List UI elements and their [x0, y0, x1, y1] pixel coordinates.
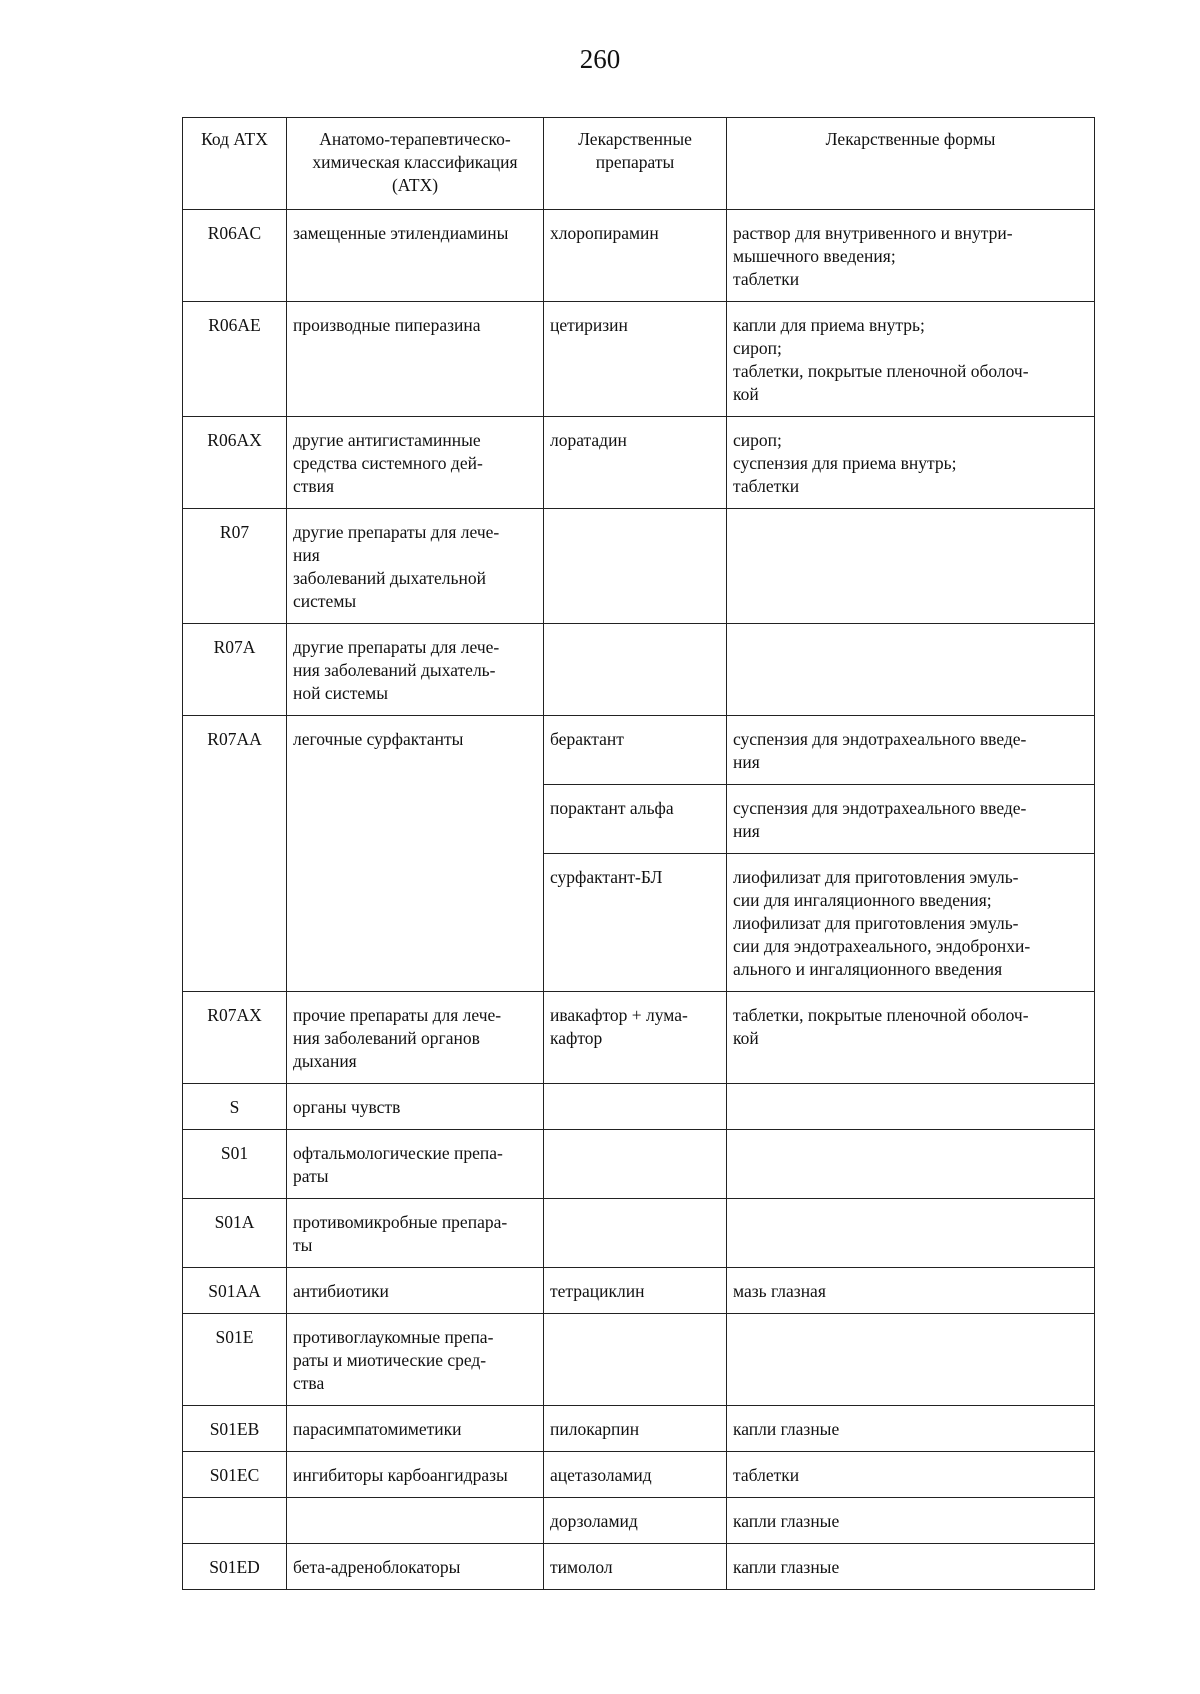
drug-name: тетрациклин	[544, 1268, 727, 1314]
classification: противомикробные препара- ты	[287, 1199, 544, 1268]
classification: антибиотики	[287, 1268, 544, 1314]
dosage-forms: таблетки	[727, 1452, 1095, 1498]
classification	[287, 1498, 544, 1544]
header-code: Код АТХ	[183, 118, 287, 210]
table-row	[183, 1314, 1095, 1406]
drug-name: дорзоламид	[544, 1498, 727, 1544]
table-row	[183, 302, 1095, 417]
dosage-forms: мазь глазная	[727, 1268, 1095, 1314]
atc-code: R07AX	[183, 992, 287, 1084]
header-classification: Анатомо-терапевтическо- химическая классификация (АТХ)	[287, 118, 544, 210]
dosage-forms	[727, 1130, 1095, 1199]
classification: парасимпатомиметики	[287, 1406, 544, 1452]
dosage-forms	[727, 1314, 1095, 1406]
table-row	[183, 1406, 1095, 1452]
drug-name: порактант альфа	[544, 785, 727, 854]
atc-code: R07A	[183, 624, 287, 716]
atc-code: S01EC	[183, 1452, 287, 1498]
dosage-forms: капли глазные	[727, 1544, 1095, 1590]
drug-name: пилокарпин	[544, 1406, 727, 1452]
dosage-forms: лиофилизат для приготовления эмуль- сии для ингаляционного введения; лиофилизат для приготовления эмуль- сии для эндотрахеального, эндобронхи- ального и ингаляционного введения	[727, 854, 1095, 992]
atc-code: S01AA	[183, 1268, 287, 1314]
atc-code: S01	[183, 1130, 287, 1199]
drug-name	[544, 1199, 727, 1268]
drug-name: лоратадин	[544, 417, 727, 509]
atc-code: S01EB	[183, 1406, 287, 1452]
table-row	[183, 624, 1095, 716]
header-forms: Лекарственные формы	[727, 118, 1095, 210]
atc-code	[183, 1498, 287, 1544]
dosage-forms: капли для приема внутрь; сироп; таблетки, покрытые пленочной оболоч- кой	[727, 302, 1095, 417]
atc-code: S01E	[183, 1314, 287, 1406]
atc-code: S	[183, 1084, 287, 1130]
drug-name: хлоропирамин	[544, 210, 727, 302]
classification: замещенные этилендиамины	[287, 210, 544, 302]
dosage-forms: сироп; суспензия для приема внутрь; таблетки	[727, 417, 1095, 509]
header-drugs: Лекарственные препараты	[544, 118, 727, 210]
table-row	[183, 1452, 1095, 1498]
dosage-forms	[727, 509, 1095, 624]
atc-code: R06AE	[183, 302, 287, 417]
table-row	[183, 1498, 1095, 1544]
table-header-row	[183, 118, 1095, 210]
atc-code: R06AC	[183, 210, 287, 302]
atc-code: S01ED	[183, 1544, 287, 1590]
table-row	[183, 992, 1095, 1084]
dosage-forms	[727, 624, 1095, 716]
table-row	[183, 716, 1095, 785]
drug-name: тимолол	[544, 1544, 727, 1590]
dosage-forms	[727, 1084, 1095, 1130]
drug-name: ацетазоламид	[544, 1452, 727, 1498]
dosage-forms	[727, 1199, 1095, 1268]
dosage-forms: суспензия для эндотрахеального введе- ния	[727, 785, 1095, 854]
classification: легочные сурфактанты	[287, 716, 544, 992]
drug-name: сурфактант-БЛ	[544, 854, 727, 992]
classification: другие препараты для лече- ния заболеваний дыхатель- ной системы	[287, 624, 544, 716]
drug-name: цетиризин	[544, 302, 727, 417]
classification: другие антигистаминные средства системного дей- ствия	[287, 417, 544, 509]
atc-code: R07	[183, 509, 287, 624]
atc-code: R06AX	[183, 417, 287, 509]
dosage-forms: раствор для внутривенного и внутри- мышечного введения; таблетки	[727, 210, 1095, 302]
classification: бета-адреноблокаторы	[287, 1544, 544, 1590]
drug-name	[544, 1084, 727, 1130]
classification: производные пиперазина	[287, 302, 544, 417]
table-row	[183, 1084, 1095, 1130]
table-row	[183, 1544, 1095, 1590]
drug-name	[544, 624, 727, 716]
table-row	[183, 210, 1095, 302]
table-row	[183, 1268, 1095, 1314]
atc-drug-table	[182, 117, 1095, 1590]
drug-name	[544, 1314, 727, 1406]
drug-name	[544, 509, 727, 624]
table-row	[183, 417, 1095, 509]
classification: прочие препараты для лече- ния заболеваний органов дыхания	[287, 992, 544, 1084]
table-row	[183, 509, 1095, 624]
page-number: 260	[579, 44, 621, 74]
classification: ингибиторы карбоангидразы	[287, 1452, 544, 1498]
table-row	[183, 1130, 1095, 1199]
classification: офтальмологические препа- раты	[287, 1130, 544, 1199]
classification: органы чувств	[287, 1084, 544, 1130]
atc-code: R07AA	[183, 716, 287, 992]
atc-code: S01A	[183, 1199, 287, 1268]
dosage-forms: капли глазные	[727, 1498, 1095, 1544]
table-row	[183, 1199, 1095, 1268]
classification: противоглаукомные препа- раты и миотические сред- ства	[287, 1314, 544, 1406]
classification: другие препараты для лече- ния заболеваний дыхательной системы	[287, 509, 544, 624]
dosage-forms: капли глазные	[727, 1406, 1095, 1452]
drug-name: берактант	[544, 716, 727, 785]
drug-name	[544, 1130, 727, 1199]
dosage-forms: суспензия для эндотрахеального введе- ния	[727, 716, 1095, 785]
drug-name: ивакафтор + лума- кафтор	[544, 992, 727, 1084]
dosage-forms: таблетки, покрытые пленочной оболоч- кой	[727, 992, 1095, 1084]
